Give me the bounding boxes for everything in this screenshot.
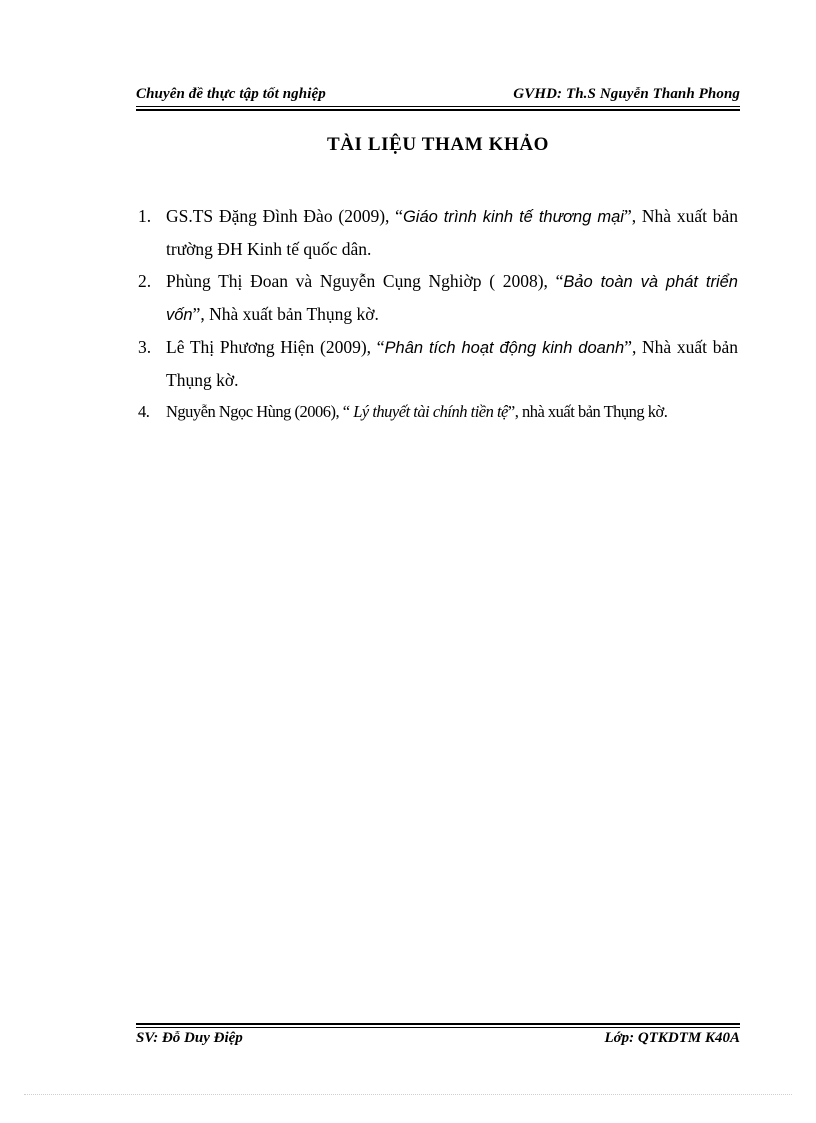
reference-author: GS.TS Đặng Đình Đào (2009), “: [166, 206, 403, 226]
reference-title: Lý thuyết tài chính tiền tệ: [353, 402, 508, 421]
reference-number: 3.: [138, 337, 152, 357]
reference-publisher: ”, Nhà xuất bản trường ĐH Kinh tế quốc dân.: [166, 206, 738, 259]
reference-number: 1.: [138, 206, 152, 226]
reference-publisher: ”, nhà xuất bản Thụng kờ.: [507, 402, 668, 421]
reference-item: [138, 200, 738, 265]
header-rule-thin: [136, 106, 740, 107]
page-edge-dotted-line: [24, 1094, 792, 1095]
reference-author: Nguyễn Ngọc Hùng (2006), “: [166, 402, 354, 421]
reference-publisher: ”, Nhà xuất bản Thụng kờ.: [192, 304, 379, 324]
page-footer: [136, 1028, 740, 1050]
header-thesis-title: Chuyên đề thực tập tốt nghiệp: [136, 86, 326, 102]
footer-rule-thick: [136, 1023, 740, 1025]
footer-class: Lớp: QTKDTM K40A: [604, 1030, 740, 1046]
header-rule-thick: [136, 109, 740, 111]
reference-item: [138, 265, 738, 331]
reference-title: Phân tích hoạt động kinh doanh: [384, 339, 625, 357]
reference-title: Bảo toàn và phát triển vốn: [166, 273, 738, 324]
reference-title: Giáo trình kinh tế thương mại: [402, 208, 624, 226]
reference-number: 4.: [138, 402, 150, 421]
reference-author: Phùng Thị Đoan và Nguyễn Cụng Nghiờp ( 2008), “: [166, 271, 564, 291]
page-header: [136, 84, 740, 106]
reference-item: [138, 331, 738, 396]
header-supervisor: GVHD: Th.S Nguyễn Thanh Phong: [513, 86, 740, 102]
reference-author: Lê Thị Phương Hiện (2009), “: [166, 337, 385, 357]
page-title: TÀI LIỆU THAM KHẢO: [326, 134, 550, 155]
reference-publisher: ”, Nhà xuất bản Thụng kờ.: [166, 337, 738, 390]
reference-number: 2.: [138, 271, 152, 291]
footer-student: SV: Đỗ Duy Điệp: [136, 1030, 243, 1046]
reference-item: [138, 396, 738, 428]
reference-list: [138, 200, 738, 428]
